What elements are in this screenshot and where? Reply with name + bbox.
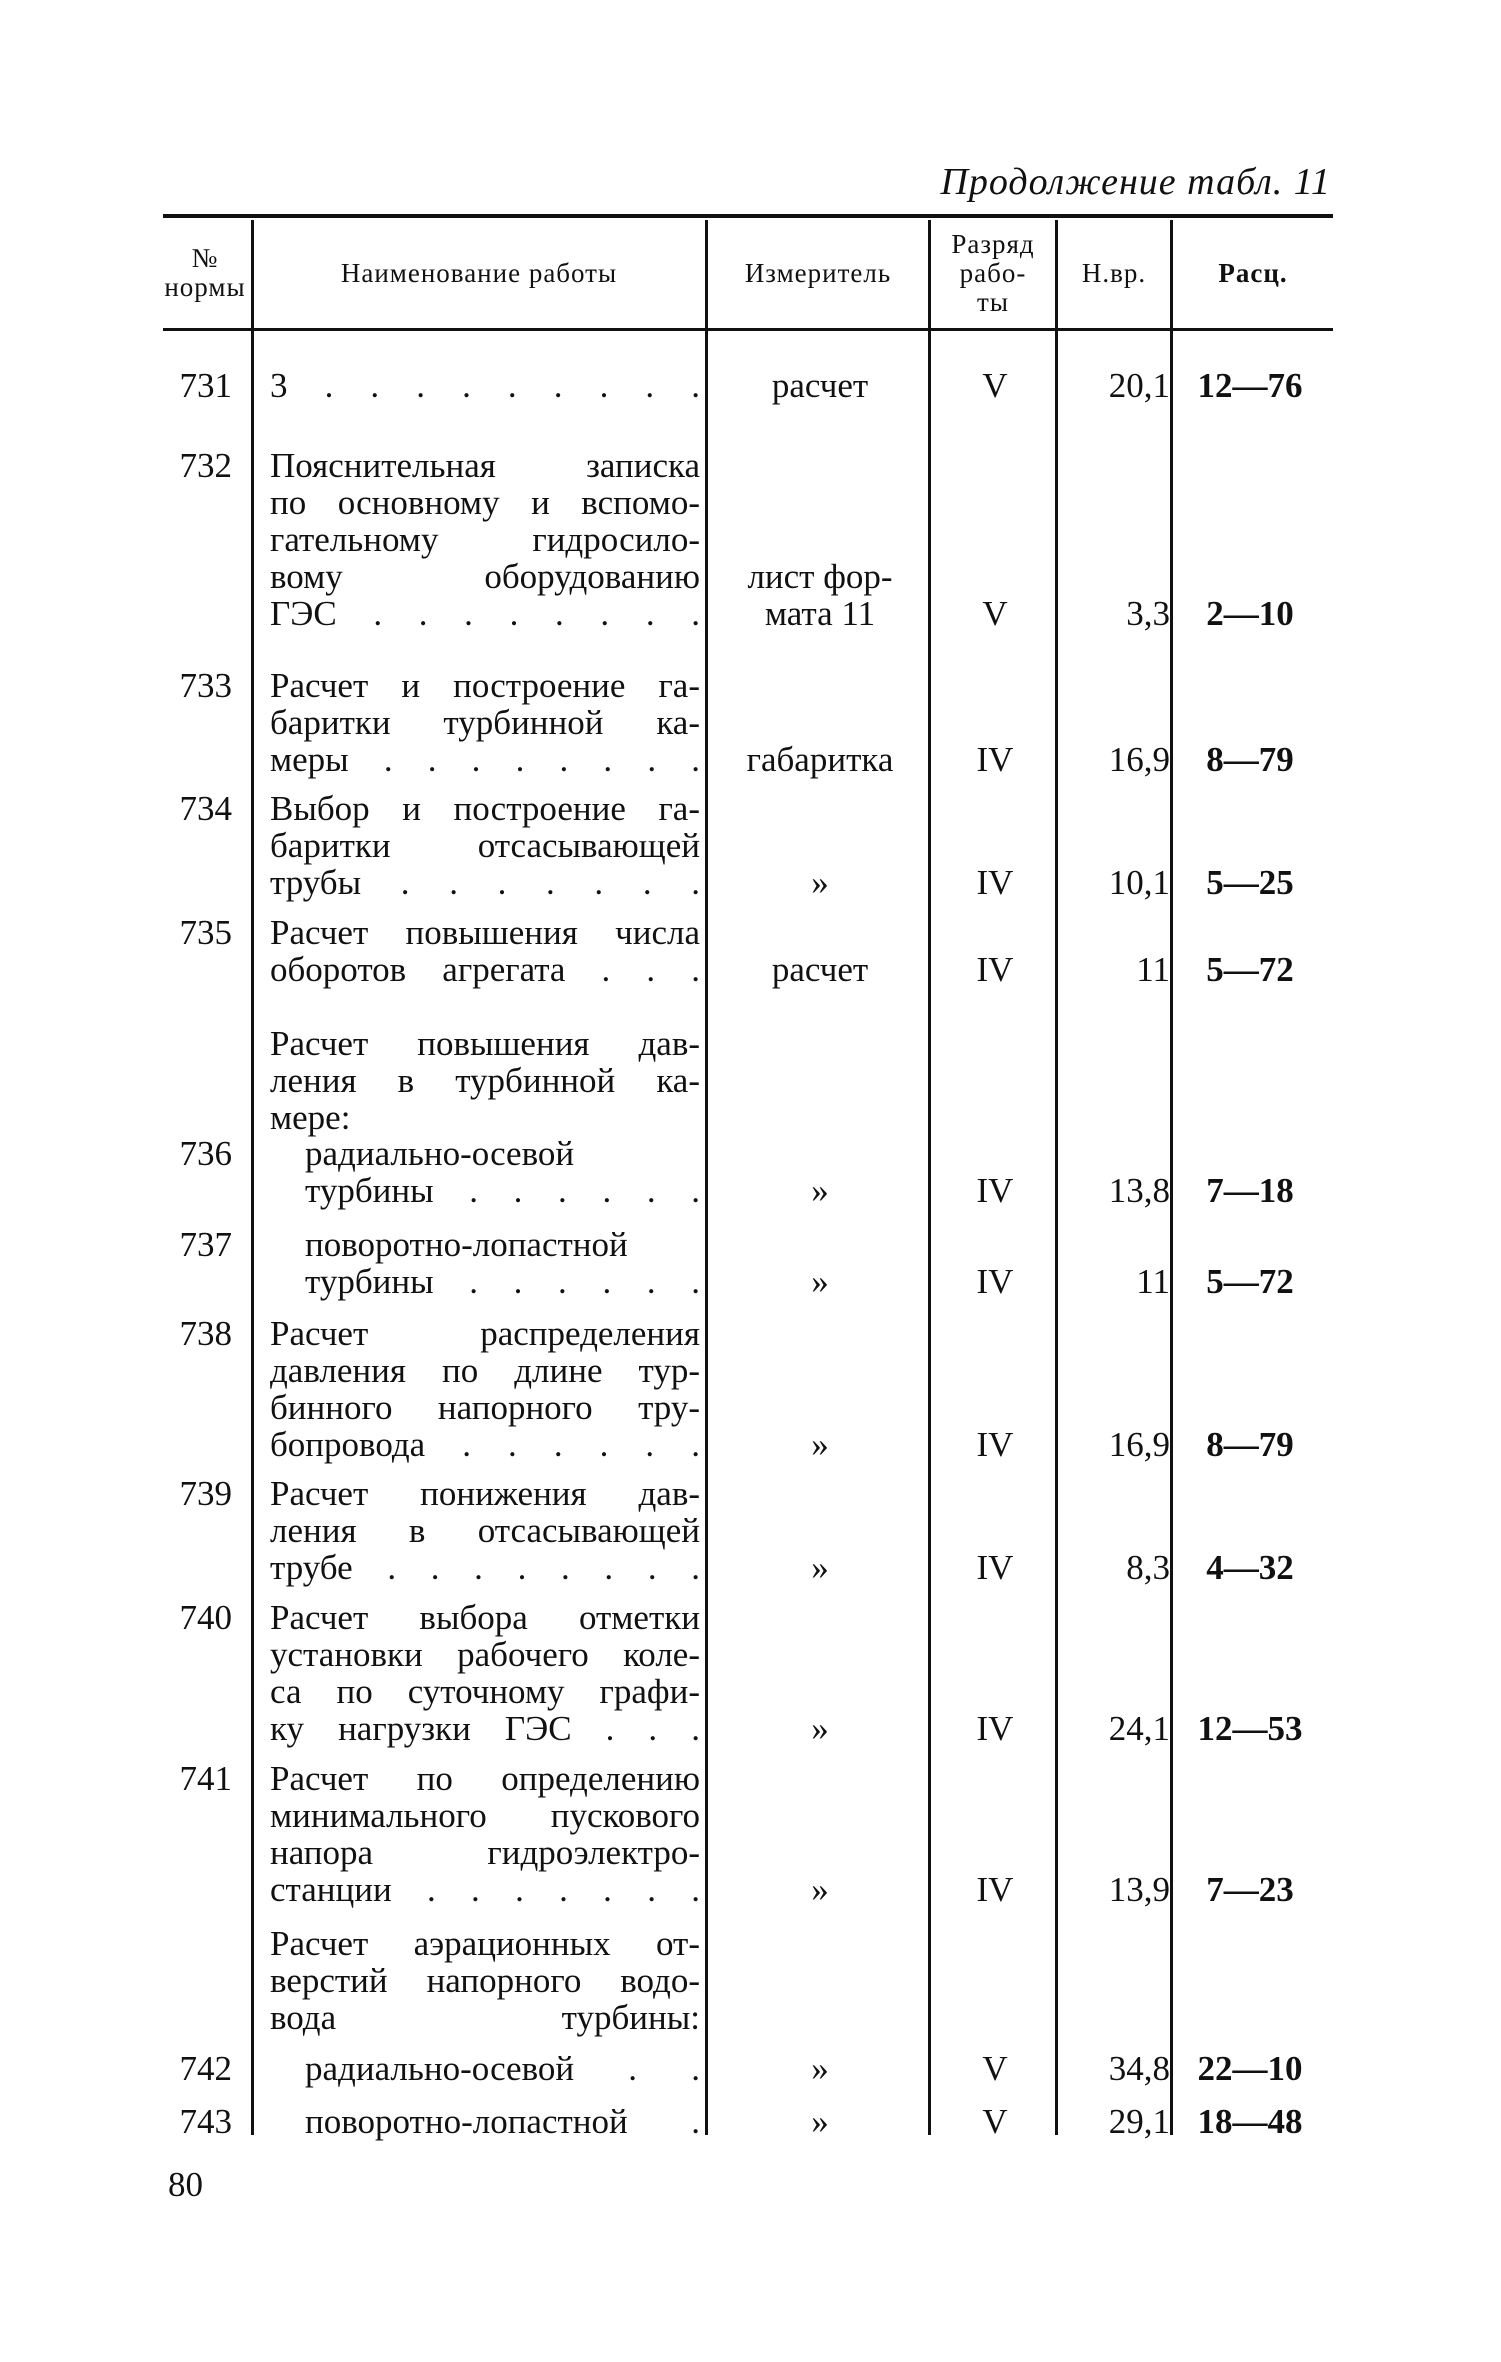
work-name-line: турбины . . . . . . bbox=[305, 1262, 700, 1301]
work-name-line: по основному и вспомо- bbox=[270, 483, 700, 522]
work-name-line: минимального пускового bbox=[270, 1796, 700, 1835]
unit-line: » bbox=[811, 1425, 829, 1464]
row-number: 732 bbox=[179, 446, 232, 485]
header-rate-label: Расц. bbox=[1218, 257, 1288, 288]
work-name-line: ку нагрузки ГЭС . . . bbox=[270, 1709, 700, 1748]
header-no-label: № нормы bbox=[164, 243, 246, 302]
work-name-line: Выбор и построение га- bbox=[270, 789, 700, 828]
time-norm: 11 bbox=[1136, 1262, 1170, 1301]
work-name-line: мере: bbox=[270, 1098, 351, 1137]
work-name-line: поворотно-лопастной . bbox=[305, 2102, 700, 2141]
work-name-line: гательному гидросило- bbox=[270, 520, 700, 559]
row-number: 738 bbox=[179, 1314, 232, 1353]
row-number: 734 bbox=[179, 789, 232, 828]
time-norm: 10,1 bbox=[1108, 863, 1170, 902]
row-number: 733 bbox=[179, 666, 232, 705]
work-name bbox=[270, 790, 700, 901]
work-name bbox=[305, 2050, 700, 2087]
header-name bbox=[254, 220, 704, 326]
work-name-line: турбины . . . . . . bbox=[305, 1171, 700, 1210]
column-divider bbox=[705, 220, 708, 2135]
time-norm: 34,8 bbox=[1108, 2049, 1170, 2088]
rate-value: 12—76 bbox=[1197, 366, 1303, 405]
work-grade: V bbox=[982, 2049, 1008, 2088]
header-no bbox=[160, 220, 250, 326]
unit-line: мата 11 bbox=[764, 594, 876, 633]
row-number: 731 bbox=[179, 366, 232, 405]
work-grade: V bbox=[982, 594, 1008, 633]
rate-value: 5—25 bbox=[1206, 863, 1294, 902]
work-name-line: вода турбины: bbox=[270, 1998, 700, 2037]
unit-line: » bbox=[811, 1171, 829, 1210]
row-number: 743 bbox=[179, 2102, 232, 2141]
unit-of-measure bbox=[710, 1710, 930, 1747]
header-nvr bbox=[1058, 220, 1170, 326]
work-name-line: Расчет понижения дав- bbox=[270, 1474, 700, 1513]
row-number: 735 bbox=[179, 913, 232, 952]
work-name-line: Расчет аэрационных от- bbox=[270, 1924, 700, 1963]
work-name-line: Расчет повышения дав- bbox=[270, 1024, 700, 1063]
work-name-line: Расчет распределения bbox=[270, 1314, 700, 1353]
unit-of-measure bbox=[710, 1871, 930, 1908]
work-name bbox=[270, 1599, 700, 1747]
unit-line: » bbox=[811, 1709, 829, 1748]
header-rate bbox=[1173, 220, 1333, 326]
work-name bbox=[270, 1925, 700, 2036]
time-norm: 8,3 bbox=[1126, 1548, 1170, 1587]
unit-of-measure bbox=[710, 1263, 930, 1300]
work-name-line: ГЭС . . . . . . . . bbox=[270, 594, 700, 633]
time-norm: 13,8 bbox=[1108, 1171, 1170, 1210]
time-norm: 16,9 bbox=[1108, 740, 1170, 779]
work-name-line: са по суточному графи- bbox=[270, 1672, 700, 1711]
work-name-line: бопровода . . . . . . bbox=[270, 1425, 700, 1464]
header-grade-label: Разряд рабо- ты bbox=[951, 228, 1035, 317]
unit-of-measure bbox=[710, 558, 930, 632]
work-name-line: баритки турбинной ка- bbox=[270, 703, 700, 742]
time-norm: 3,3 bbox=[1126, 594, 1170, 633]
rate-value: 8—79 bbox=[1206, 1425, 1294, 1464]
rate-value: 5—72 bbox=[1206, 950, 1294, 989]
work-name-line: ления в турбинной ка- bbox=[270, 1061, 700, 1100]
unit-line: » bbox=[811, 2102, 829, 2141]
time-norm: 24,1 bbox=[1108, 1709, 1170, 1748]
work-name bbox=[270, 1760, 700, 1908]
unit-line: » bbox=[811, 1870, 829, 1909]
unit-of-measure bbox=[710, 1549, 930, 1586]
work-name bbox=[305, 2103, 700, 2140]
unit-line: » bbox=[811, 863, 829, 902]
work-name-line: трубе . . . . . . . . bbox=[270, 1548, 700, 1587]
time-norm: 29,1 bbox=[1108, 2102, 1170, 2141]
header-grade bbox=[931, 220, 1055, 326]
time-norm: 11 bbox=[1136, 950, 1170, 989]
work-name-line: Расчет повышения числа bbox=[270, 913, 700, 952]
work-grade: V bbox=[982, 2102, 1008, 2141]
rate-value: 22—10 bbox=[1197, 2049, 1303, 2088]
work-name-line: 3 . . . . . . . . . bbox=[270, 366, 700, 405]
header-unit-label: Измеритель bbox=[744, 257, 892, 288]
work-name bbox=[270, 367, 700, 404]
work-grade: IV bbox=[976, 1548, 1014, 1587]
work-name-line: меры . . . . . . . . bbox=[270, 740, 700, 779]
rate-value: 12—53 bbox=[1197, 1709, 1303, 1748]
work-name-line: Пояснительная записка bbox=[270, 446, 700, 485]
rate-value: 4—32 bbox=[1206, 1548, 1294, 1587]
column-divider bbox=[251, 220, 254, 2135]
work-name-line: станции . . . . . . . bbox=[270, 1870, 700, 1909]
work-name-line: напора гидроэлектро- bbox=[270, 1833, 700, 1872]
work-name bbox=[305, 1135, 700, 1209]
row-number: 741 bbox=[179, 1759, 232, 1798]
header-unit bbox=[708, 220, 928, 326]
work-name-line: Расчет выбора отметки bbox=[270, 1598, 700, 1637]
work-name bbox=[270, 1315, 700, 1463]
time-norm: 20,1 bbox=[1108, 366, 1170, 405]
work-name bbox=[270, 914, 700, 988]
work-name-line: ления в отсасывающей bbox=[270, 1511, 700, 1550]
work-grade: IV bbox=[976, 740, 1014, 779]
unit-line: » bbox=[811, 1262, 829, 1301]
work-name-line: вому оборудованию bbox=[270, 557, 700, 596]
header-name-label: Наименование работы bbox=[340, 257, 618, 288]
work-name-line: баритки отсасывающей bbox=[270, 826, 700, 865]
row-number: 739 bbox=[179, 1474, 232, 1513]
work-name bbox=[270, 447, 700, 632]
work-name bbox=[270, 1475, 700, 1586]
work-name-line: поворотно-лопастной bbox=[305, 1225, 628, 1264]
work-name bbox=[270, 1025, 700, 1136]
work-name bbox=[305, 1226, 700, 1300]
unit-of-measure bbox=[710, 741, 930, 778]
time-norm: 13,9 bbox=[1108, 1870, 1170, 1909]
work-name-line: оборотов агрегата . . . bbox=[270, 950, 700, 989]
unit-line: расчет bbox=[771, 950, 869, 989]
page-number: 80 bbox=[168, 2165, 203, 2204]
time-norm: 16,9 bbox=[1108, 1425, 1170, 1464]
row-number: 742 bbox=[179, 2049, 232, 2088]
unit-of-measure bbox=[710, 367, 930, 404]
rate-value: 18—48 bbox=[1197, 2102, 1303, 2141]
work-grade: IV bbox=[976, 1870, 1014, 1909]
unit-of-measure bbox=[710, 2103, 930, 2140]
unit-of-measure bbox=[710, 1426, 930, 1463]
unit-line: лист фор- bbox=[747, 557, 893, 596]
rate-value: 7—18 bbox=[1206, 1171, 1294, 1210]
table-caption: Продолжение табл. 11 bbox=[940, 161, 1331, 203]
header-bottom-rule bbox=[163, 328, 1333, 331]
table-top-rule bbox=[163, 214, 1333, 218]
unit-of-measure bbox=[710, 951, 930, 988]
work-name-line: трубы . . . . . . . bbox=[270, 863, 700, 902]
unit-line: расчет bbox=[771, 366, 869, 405]
rate-value: 2—10 bbox=[1206, 594, 1294, 633]
work-name bbox=[270, 667, 700, 778]
work-name-line: верстий напорного водо- bbox=[270, 1961, 700, 2000]
unit-of-measure bbox=[710, 2050, 930, 2087]
work-name-line: давления по длине тур- bbox=[270, 1351, 700, 1390]
row-number: 740 bbox=[179, 1598, 232, 1637]
unit-line: габаритка bbox=[746, 740, 894, 779]
work-grade: IV bbox=[976, 1171, 1014, 1210]
unit-of-measure bbox=[710, 1172, 930, 1209]
rate-value: 7—23 bbox=[1206, 1870, 1294, 1909]
rate-value: 5—72 bbox=[1206, 1262, 1294, 1301]
unit-line: » bbox=[811, 2049, 829, 2088]
work-name-line: установки рабочего коле- bbox=[270, 1635, 700, 1674]
row-number: 736 bbox=[179, 1134, 232, 1173]
work-grade: IV bbox=[976, 950, 1014, 989]
work-name-line: радиально-осевой bbox=[305, 1134, 575, 1173]
work-grade: IV bbox=[976, 1709, 1014, 1748]
work-grade: IV bbox=[976, 863, 1014, 902]
work-name-line: радиально-осевой . . bbox=[305, 2049, 700, 2088]
work-grade: V bbox=[982, 366, 1008, 405]
work-grade: IV bbox=[976, 1425, 1014, 1464]
unit-of-measure bbox=[710, 864, 930, 901]
rate-value: 8—79 bbox=[1206, 740, 1294, 779]
work-name-line: Расчет и построение га- bbox=[270, 666, 700, 705]
header-nvr-label: Н.вр. bbox=[1081, 257, 1147, 288]
work-name-line: бинного напорного тру- bbox=[270, 1388, 700, 1427]
row-number: 737 bbox=[179, 1225, 232, 1264]
unit-line: » bbox=[811, 1548, 829, 1587]
work-name-line: Расчет по определению bbox=[270, 1759, 700, 1798]
work-grade: IV bbox=[976, 1262, 1014, 1301]
